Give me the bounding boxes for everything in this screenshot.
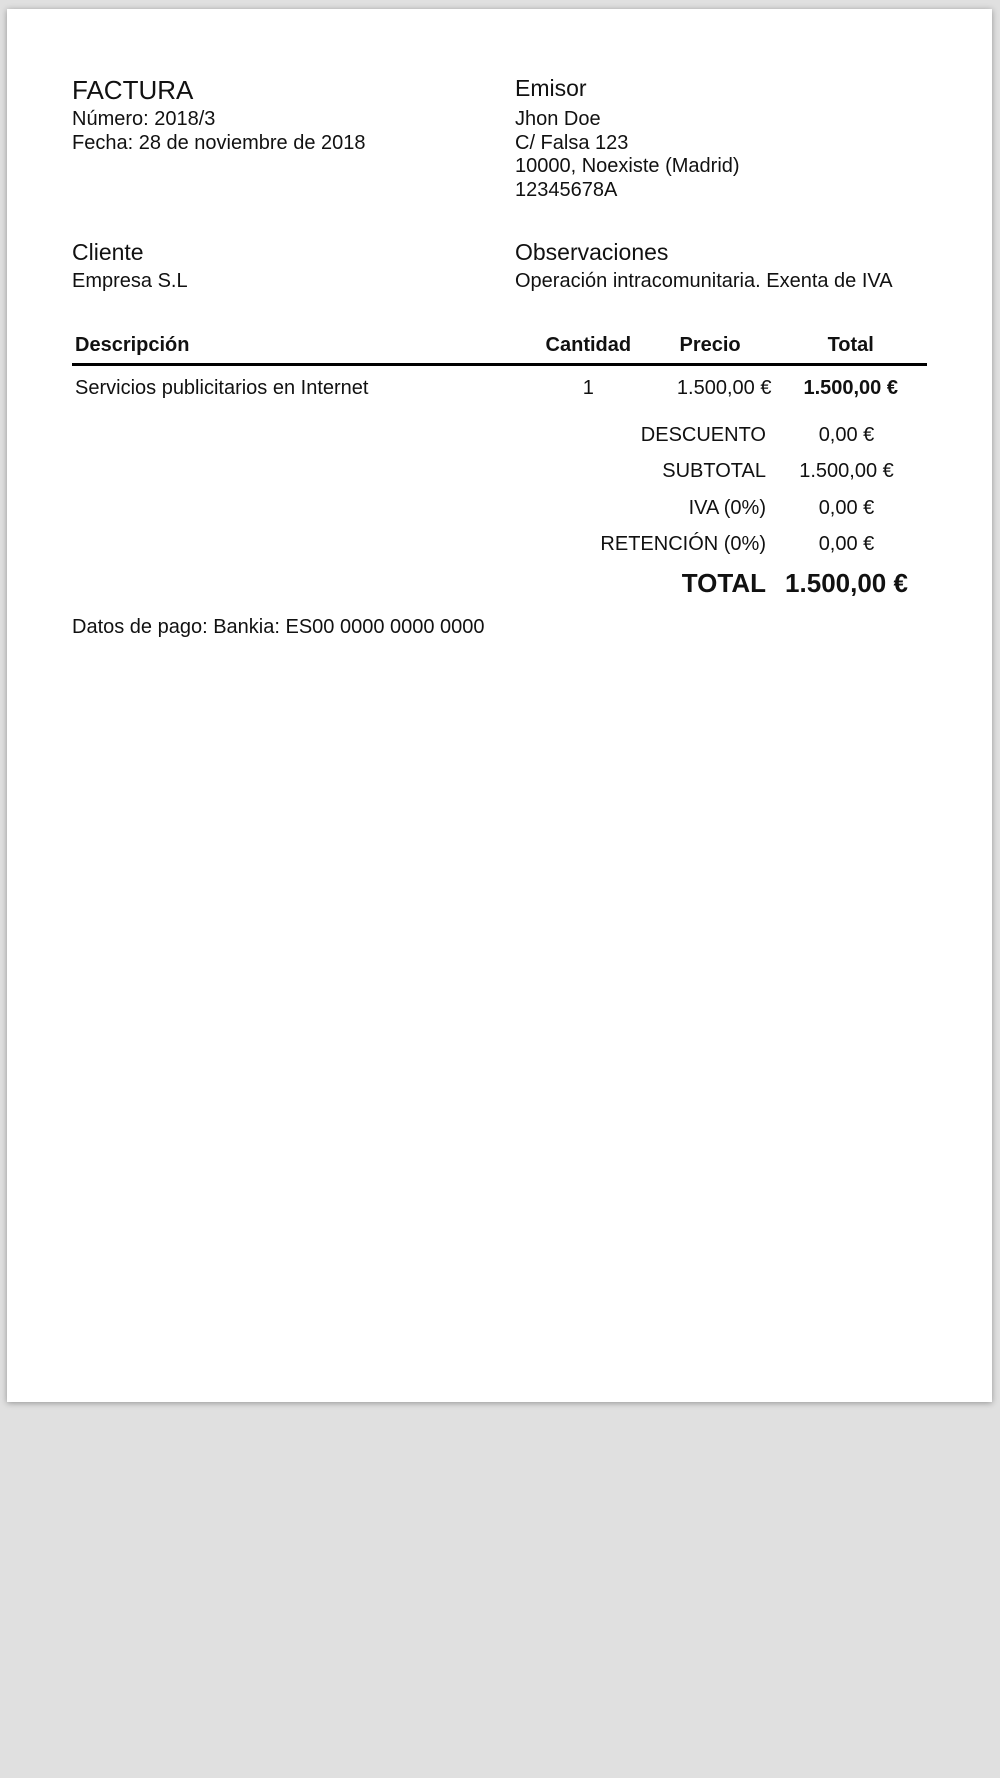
table-header-row — [72, 331, 927, 365]
invoice-title: FACTURA — [72, 75, 194, 105]
invoice-content — [72, 73, 927, 639]
header-price: Precio — [646, 331, 775, 365]
table-row — [72, 365, 927, 404]
issuer-heading: Emisor — [515, 75, 587, 101]
discount-label: DESCUENTO — [640, 423, 766, 446]
discount-row — [72, 417, 927, 454]
observations-text: Operación intracomunitaria. Exenta de IVA — [515, 270, 893, 292]
header-total: Total — [774, 331, 927, 365]
client-observations-block — [72, 237, 927, 327]
observations-info — [515, 237, 927, 327]
vat-value: 0,00 € — [818, 496, 875, 519]
client-heading: Cliente — [72, 239, 144, 265]
grand-total-label: TOTAL — [681, 567, 766, 598]
subtotal-row — [72, 454, 927, 491]
row-price: 1.500,00 € — [676, 376, 772, 399]
row-description: Servicios publicitarios en Internet — [75, 376, 369, 399]
withholding-label: RETENCIÓN (0%) — [600, 533, 766, 556]
discount-value: 0,00 € — [818, 423, 875, 446]
client-info — [72, 237, 515, 327]
payment-details: Datos de pago: Bankia: ES00 0000 0000 0000 — [72, 616, 485, 638]
subtotal-value: 1.500,00 € — [799, 460, 894, 483]
row-quantity: 1 — [582, 376, 594, 399]
issuer-name: Jhon Doe — [515, 108, 601, 130]
items-table — [72, 331, 927, 403]
issuer-street: C/ Falsa 123 — [515, 131, 629, 154]
issuer-info — [515, 73, 927, 237]
withholding-row — [72, 527, 927, 564]
totals-block — [72, 417, 927, 603]
row-total: 1.500,00 € — [803, 376, 898, 399]
header-block — [72, 73, 927, 237]
header-description: Descripción — [72, 331, 531, 365]
withholding-value: 0,00 € — [818, 533, 875, 556]
observations-heading: Observaciones — [515, 239, 669, 265]
invoice-info — [72, 73, 515, 237]
grand-total-value: 1.500,00 € — [785, 567, 908, 598]
client-name: Empresa S.L — [72, 270, 188, 292]
vat-row — [72, 490, 927, 527]
header-quantity: Cantidad — [531, 331, 646, 365]
issuer-tax-id: 12345678A — [515, 178, 618, 201]
subtotal-label: SUBTOTAL — [662, 460, 766, 483]
vat-label: IVA (0%) — [688, 496, 766, 519]
invoice-number: Número: 2018/3 — [72, 108, 216, 130]
issuer-city: 10000, Noexiste (Madrid) — [515, 155, 740, 177]
invoice-date: Fecha: 28 de noviembre de 2018 — [72, 131, 366, 154]
invoice-page — [7, 9, 992, 1402]
grand-total-row — [72, 563, 927, 603]
